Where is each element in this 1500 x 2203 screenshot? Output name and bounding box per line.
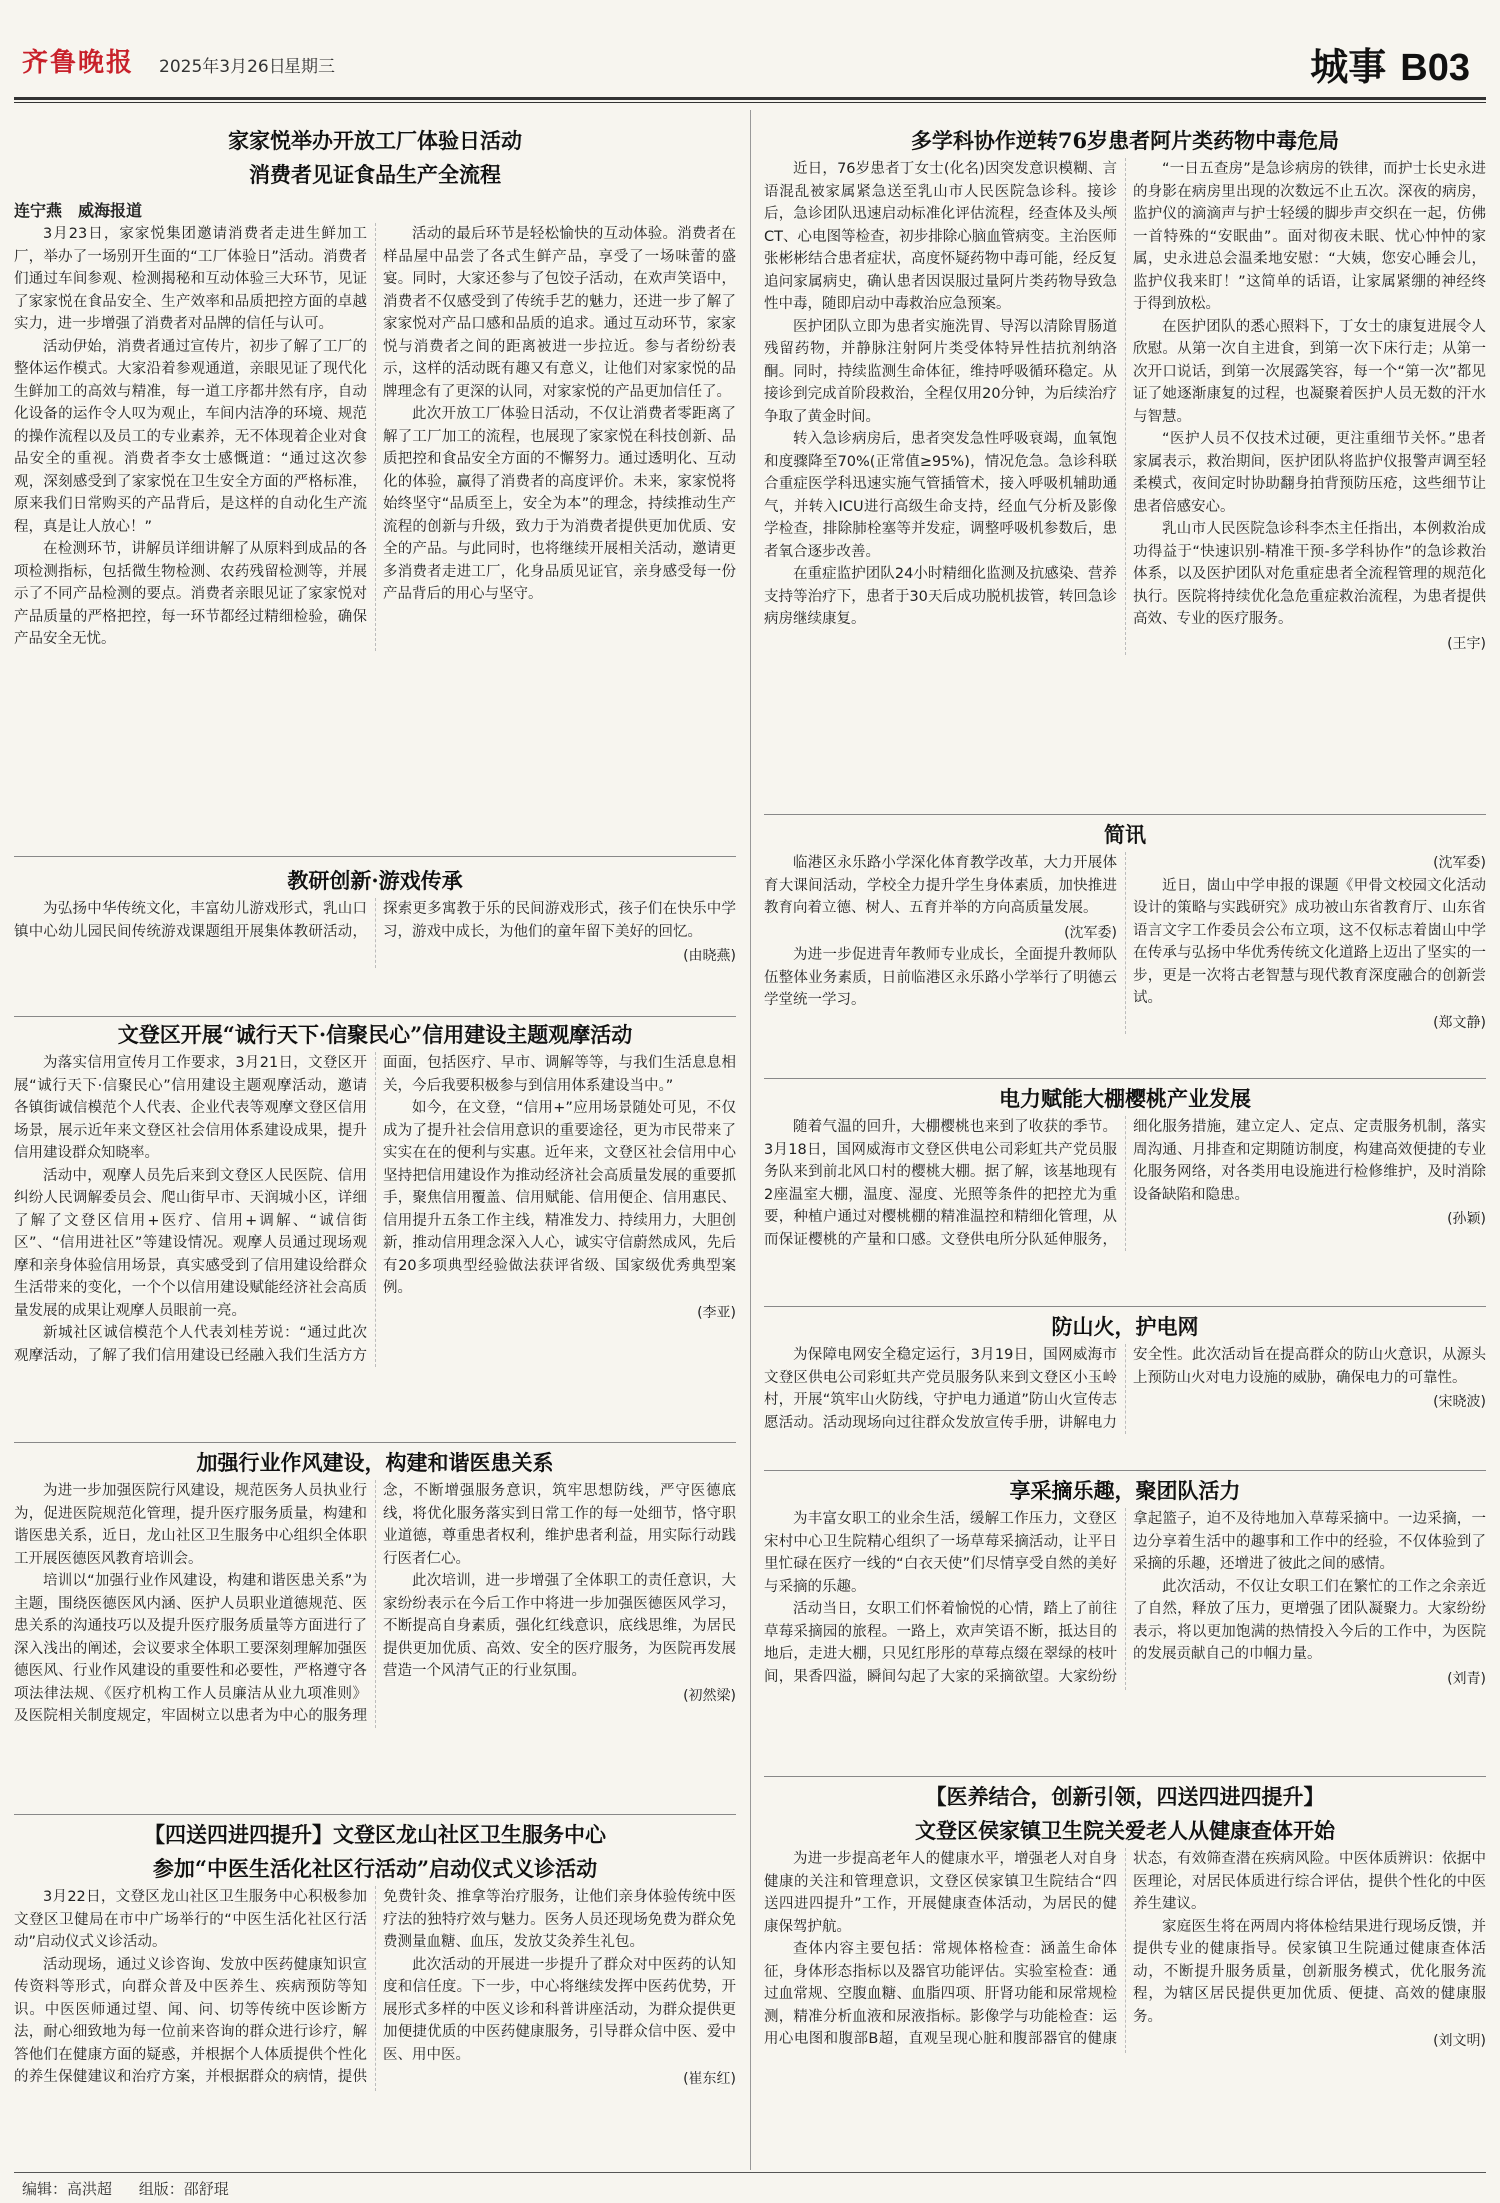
paragraph: 此次培训，进一步增强了全体职工的责任意识，大家纷纷表示在今后工作中将进一步加强医德医风学习，不断提高自身素质，强化红线意识，底线思维，为居民提供更加优质、高效、安全的医疗服务，为医院再发展营造一个风清气正的行业氛围。 [383,1573,736,1679]
article-title: 【医养结合，创新引领，四送四进四提升】 [925,1784,1325,1809]
article-ethics [14,1446,736,1812]
paragraph: 如今，在文登，“信用+”应用场景随处可见，不仅成为了提升社会信用意识的重要途径，更为市民带来了实实在在的便利与实惠。近年来，文登区社会信用中心坚持把信用建设作为推动经济社会高质量发展的重要抓手，聚焦信用覆盖、信用赋能、信用便企、信用惠民、信用提升五条工作主线，精准发力、持续用力，大胆创新，推动信用理念深入人心，诚实守信蔚然成风，先后有20多项典型经验做法获评省级、国家级优秀典型案例。 [383,1100,736,1296]
paragraph: 在医护团队的悉心照料下，丁女士的康复进展令人欣慰。从第一次自主进食，到第一次下床行走；从第一次开口说话，到第一次展露笑容，每一个“第一次”都见证了她逐渐康复的过程，也凝聚着医护人员无数的汗水与智慧。 [1133,318,1486,425]
paragraph: 为丰富女职工的业余生活，缓解工作压力，文登区宋村中心卫生院精心组织了一场草莓采摘活动，让平日里忙碌在医疗一线的“白衣天使”们尽情享受自然的美好与采摘的乐趣。 [764,1511,1117,1595]
article-body [14,898,736,968]
paragraph: 乳山市人民医院急诊科李杰主任指出，本例救治成功得益于“快速识别-精准干预-多学科协作”的急诊救治体系，以及医护团队对危重症患者全流程管理的规范化执行。医院将持续优化急危重症救治流程，为患者提供高效、专业的医疗服务。 [1133,521,1486,627]
column-divider [750,110,751,2170]
separator [764,1776,1486,1777]
article-title: 防山火，护电网 [1051,1314,1199,1339]
article-author: (沈军委) [1433,855,1486,871]
paragraph: 此次活动的开展进一步提升了群众对中医药的认知度和信任度。下一步，中心将继续发挥中医药优势，开展形式多样的中医义诊和科普讲座活动，为群众提供更加便捷优质的中医药健康服务，引导群众信中医、爱中医、用中医。 [383,1956,736,2063]
article-author: (孙颖) [1447,1211,1486,1227]
paragraph: 活动的最后环节是轻松愉快的互动体验。消费者在样品屋中品尝了各式生鲜产品，享受了一场味蕾的盛宴。同时，大家还参与了包饺子活动，在欢声笑语中，消费者不仅感受到了传统手艺的魅力，还进一步了解了家家悦对产品口感和品质的追求。通过互动环节，家家悦与消费者之间的距离被进一步拉近。参与者纷纷表示，这样的活动既有趣又有意义，让他们对家家悦的品牌理念有了更深的认同，对家家悦的产品更加信任了。 [383,226,736,400]
separator [14,1814,736,1815]
section-title [1310,36,1470,91]
paragraph: 3月23日，家家悦集团邀请消费者走进生鲜加工厂，举办了一场别开生面的“工厂体验日”活动。消费者们通过车间参观、检测揭秘和互动体验三大环节，见证了家家悦在食品安全、生产效率和品质把控方面的卓越实力，进一步增强了消费者对品牌的信任与认可。 [14,226,367,332]
article-body [14,1052,736,1367]
article-cherry [764,1082,1486,1304]
article-title: 教研创新·游戏传承 [287,868,463,893]
paragraph: 医护团队立即为患者实施洗胃、导泻以清除胃肠道残留药物，并静脉注射阿片类受体特异性拮抗剂纳洛酮。同时，持续监测生命体征，维持呼吸循环稳定。从接诊到完成首阶段救治，全程仅用20分钟，为后续治疗争取了黄金时间。 [764,318,1117,425]
article-author: (宋晓波) [1433,1394,1486,1410]
article-author: (刘文明) [1433,2033,1486,2049]
paragraph: 为进一步加强医院行风建设，规范医务人员执业行为，促进医院规范化管理，提升医疗服务质量，构建和谐医患关系，近日，龙山社区卫生服务中心组织全体职工开展医德医风教育培训会。 [14,1483,367,1567]
article-title: 简讯 [1104,822,1146,847]
paragraph: 活动中，观摩人员先后来到文登区人民医院、信用纠纷人民调解委员会、爬山街早市、天润城小区，详细了解了文登区信用+医疗、信用+调解、“诚信街区”、“信用进社区”等建设情况。观摩人员通过现场观摩和亲身体验信用场景，真实感受到了信用建设给群众生活带来的变化，一个个以信用建设赋能经济社会高质量发展的成果让观摩人员眼前一亮。 [14,1167,367,1319]
article-title: 享采摘乐趣，聚团队活力 [1009,1478,1241,1503]
separator [764,1306,1486,1307]
article-body [764,1344,1486,1434]
article-games [14,864,736,1012]
paragraph: 培训以“加强行业作风建设，构建和谐医患关系”为主题，围绕医德医风内涵、医护人员职业道德规范、医患关系的沟通技巧以及提升医疗服务质量等方面进行了深入浅出的阐述，会议要求全体职工要深刻理解加强医德医风、行业作风建设的重要性和必要性，严格遵守各项法律法规、《医疗机构工作人员廉洁从业九项准则》及医院相关制度规定，牢固树立以患者为中心的服务理念，不断增强服务意识，筑牢思想防线，严守医德底线，将优化服务落实到日常工作的每一处细节，恪守职业道德，尊重患者权利，维护患者利益，用实际行动践行医者仁心。 [14,1483,736,1724]
article-author: (郑文静) [1433,1014,1486,1031]
article-strawberry [764,1474,1486,1774]
article-title: 家家悦举办开放工厂体验日活动 [228,128,522,153]
article-body [764,158,1486,655]
article-poisoning [764,124,1486,812]
paragraph: 为进一步促进青年教师专业成长，全面提升教师队伍整体业务素质，日前临港区永乐路小学举行了明德云学堂统一学习。 [764,947,1117,1008]
article-subtitle: 文登区侯家镇卫生院关爱老人从健康查体开始 [915,1818,1335,1843]
paragraph: 活动现场，通过义诊咨询、发放中医药健康知识宣传资料等形式，向群众普及中医养生、疾病预防等知识。中医医师通过望、闻、问、切等传统中医诊断方法，耐心细致地为每一位前来咨询的群众进行诊疗，解答他们在健康方面的疑惑，并根据个人体质提供个性化的养生保健建议和治疗方案，并根据群众的病情，提供免费针灸、推拿等治疗服务，让他们亲身体验传统中医疗法的独特疗效与魅力。医务人员还现场免费为群众免费测量血糖、血压，发放艾灸养生礼包。 [14,1889,736,2085]
paragraph: 随着气温的回升，大棚樱桃也来到了收获的季节。3月18日，国网威海市文登区供电公司彩虹共产党员服务队来到前北风口村的樱桃大棚。据了解，该基地现有2座温室大棚，温度、湿度、光照等条件的把控尤为重要，种植户通过对樱桃棚的精准温控和精细化管理，从而保证樱桃的产量和口感。文登供电所分队延伸服务，细化服务措施，建立定人、定点、定责服务机制，落实周沟通、月排查和定期随访制度，构建高效便捷的专业化服务网络，对各类用电设施进行检修维护，及时消除设备缺陷和隐患。 [764,1119,1486,1248]
paragraph: 查体内容主要包括：常规体格检查：涵盖生命体征，身体形态指标以及器官功能评估。实验室检查：通过血常规、空腹血糖、血脂四项、肝肾功能和尿常规检测，精准分析血液和尿液指标。影像学与功能检查：运用心电图和腹部B超，直观呈现心脏和腹部器官的健康状态，有效筛查潜在疾病风险。中医体质辨识：依据中医理论，对居民体质进行综合评估，提供个性化的中医养生建议。 [764,1851,1486,2047]
footer-rule [14,2172,1486,2173]
separator [764,814,1486,815]
separator [14,856,736,857]
article-author: (由晓燕) [683,948,736,964]
article-tcm [14,1818,736,2168]
paragraph: 此次活动，不仅让女职工们在繁忙的工作之余亲近了自然，释放了压力，更增强了团队凝聚力。大家纷纷表示，将以更加饱满的热情投入今后的工作中，为医院的发展贡献自己的巾帼力量。 [1133,1578,1486,1662]
separator [14,1016,736,1017]
article-jiajiayue [14,124,736,850]
article-checkup [764,1780,1486,2168]
paragraph: “一日五查房”是急诊病房的铁律，而护士长史永进的身影在病房里出现的次数远不止五次。深夜的病房，监护仪的滴滴声与护士轻缓的脚步声交织在一起，仿佛一首特殊的“安眠曲”。面对彻夜未眠、忧心忡忡的家属，史永进总会温柔地安慰：“大姨，您安心睡会儿，监护仪我来盯！”这简单的话语，让家属紧绷的神经终于得到放松。 [1133,161,1486,312]
header-rule-thin [14,102,1486,103]
article-subtitle: 参加“中医生活化社区行活动”启动仪式义诊活动 [152,1856,598,1881]
separator [764,1470,1486,1471]
footer-editor: 编辑：高洪超 [22,2180,113,2198]
newspaper-logo: 齐鲁晚报 [22,48,135,78]
issue-weekday: 星期三 [284,57,335,77]
article-body [14,223,736,651]
article-body [764,1848,1486,2053]
article-author: (初然梁) [683,1687,736,1704]
paragraph: 为弘扬中华传统文化，丰富幼儿游戏形式，乳山口镇中心幼儿园民间传统游戏课题组开展集体教研活动，探索更多寓教于乐的民间游戏形式，孩子们在快乐中学习，游戏中成长，为他们的童年留下美好的回忆。 [14,901,736,940]
article-title: 加强行业作风建设，构建和谐医患关系 [196,1450,554,1475]
page-code: B03 [1400,47,1470,89]
article-author: (李亚) [697,1304,736,1321]
article-author: (沈军委) [1064,924,1117,941]
paragraph: 3月22日，文登区龙山社区卫生服务中心积极参加文登区卫健局在市中广场举行的“中医生活化社区行活动”启动仪式义诊活动。 [14,1889,367,1950]
separator [764,1078,1486,1079]
article-briefs [764,818,1486,1074]
article-body [764,1508,1486,1690]
article-credit [14,1018,736,1438]
paragraph: 为进一步提高老年人的健康水平，增强老人对自身健康的关注和管理意识，文登区侯家镇卫生院结合“四送四进四提升”工作，开展健康查体活动，为居民的健康保驾护航。 [764,1851,1117,1935]
paragraph: 在检测环节，讲解员详细讲解了从原料到成品的各项检测指标，包括微生物检测、农药残留检测等，并展示了不同产品检测的要点。消费者亲眼见证了家家悦对产品质量的严格把控，每一环节都经过精细检验，确保产品安全无忧。 [14,541,367,647]
article-wildfire [764,1310,1486,1468]
article-title: 多学科协作逆转76岁患者阿片类药物中毒危局 [910,128,1340,153]
paragraph: 近日，76岁患者丁女士(化名)因突发意识模糊、言语混乱被家属紧急送至乳山市人民医院急诊科。接诊后，急诊团队迅速启动标准化评估流程，经查体及头颅CT、心电图等检查，初步排除心脑血管病变。主治医师张彬彬结合患者症状，高度怀疑药物中毒可能，经反复追问家属病史，确认患者因误服过量阿片类药物导致急性中毒，随即启动中毒救治应急预案。 [764,161,1117,312]
paragraph: 为落实信用宣传月工作要求，3月21日，文登区开展“诚行天下·信聚民心”信用建设主题观摩活动，邀请各镇街诚信模范个人代表、企业代表等观摩文登区信用场景，展示近年来文登区社会信用体系建设成果，提升信用建设群众知晓率。 [14,1055,367,1161]
separator [14,1442,736,1443]
paragraph: 转入急诊病房后，患者突发急性呼吸衰竭，血氧饱和度骤降至70%(正常值≥95%)，情况危急。急诊科联合重症医学科迅速实施气管插管术，接入呼吸机辅助通气，并转入ICU进行高级生命支持，经血气分析及影像学检查，排除肺栓塞等并发症，调整呼吸机参数后，患者氧合逐步改善。 [764,431,1117,560]
article-body [14,1480,736,1728]
article-author: (崔东红) [683,2071,736,2087]
article-subtitle: 消费者见证食品生产全流程 [249,162,501,187]
paragraph: 为保障电网安全稳定运行，3月19日，国网威海市文登区供电公司彩虹共产党员服务队来到文登区小玉岭村，开展“筑牢山火防线，守护电力通道”防山火宣传志愿活动。活动现场向过往群众发放宣传手册，讲解电力安全性。此次活动旨在提高群众的防山火意识，从源头上预防山火对电力设施的威胁，确保电力的可靠性。 [764,1347,1486,1431]
paragraph: 新城社区诚信模范个人代表刘桂芳说：“通过此次观摩活动，了解了我们信用建设已经融入我们生活方方面面，包括医疗、早市、调解等等，与我们生活息息相关，今后我要积极参与到信用体系建设当中。” [14,1055,736,1364]
paragraph: 在重症监护团队24小时精细化监测及抗感染、营养支持等治疗下，患者于30天后成功脱机拔管，转回急诊病房继续康复。 [764,566,1117,627]
article-title: 【四送四进四提升】文登区龙山社区卫生服务中心 [144,1822,606,1847]
section-name: 城事 [1310,45,1387,89]
issue-date: 2025年3月26日 [159,57,286,77]
article-title: 电力赋能大棚樱桃产业发展 [999,1086,1251,1111]
article-body [764,1116,1486,1251]
article-author: (王宇) [1447,635,1486,652]
paragraph: 家庭医生将在两周内将体检结果进行现场反馈，并提供专业的健康指导。侯家镇卫生院通过健康查体活动，不断提升服务质量，创新服务模式，优化服务流程，为辖区居民提供更加优质、便捷、高效的健康服务。 [1133,1918,1486,2025]
footer-designer: 组版：邵舒琨 [138,2180,229,2198]
article-title: 文登区开展“诚行天下·信聚民心”信用建设主题观摩活动 [117,1022,633,1047]
article-byline: 连宁燕 威海报道 [14,201,143,220]
paragraph: 近日，崮山中学申报的课题《甲骨文校园文化活动设计的策略与实践研究》成功被山东省教育厅、山东省语言文字工作委员会公布立项，这不仅标志着崮山中学在传承与弘扬中华优秀传统文化道路上迈出了坚实的一步，更是一次将古老智慧与现代教育深度融合的创新尝试。 [1133,877,1486,1006]
article-body [14,1886,736,2091]
article-author: (刘青) [1447,1670,1486,1687]
paragraph: “医护人员不仅技术过硬，更注重细节关怀。”患者家属表示，救治期间，医护团队将监护仪报警声调至轻柔模式，夜间定时协助翻身拍背预防压疮，这些细节让患者倍感安心。 [1133,431,1486,515]
paragraph: 活动伊始，消费者通过宣传片，初步了解了工厂的整体运作模式。大家沿着参观通道，亲眼见证了现代化生鲜加工的高效与精准，每一道工序都井然有序，自动化设备的运作令人叹为观止，车间内洁净的环境、规范的操作流程以及员工的专业素养，无不体现着企业对食品安全的重视。消费者李女士感慨道：“通过这次参观，深刻感受到了家家悦在卫生安全方面的严格标准，原来我们日常购买的产品背后，是这样的自动化生产流程，真是让人放心！” [14,338,367,535]
footer [22,2178,251,2199]
masthead [14,18,1486,98]
paragraph: 此次开放工厂体验日活动，不仅让消费者零距离了解了工厂加工的流程，也展现了家家悦在科技创新、品质把控和食品安全方面的不懈努力。通过透明化、互动化的体验，赢得了消费者的高度评价。未来，家家悦将始终坚守“品质至上，安全为本”的理念，持续推动生产流程的创新与升级，致力于为消费者提供更加优质、安全的产品。与此同时，也将继续开展相关活动，邀请更多消费者走进工厂，化身品质见证官，亲身感受每一份产品背后的用心与坚守。 [383,406,736,602]
header-rule [14,97,1486,100]
paragraph: 活动当日，女职工们怀着愉悦的心情，踏上了前往草莓采摘园的旅程。一路上，欢声笑语不断，抵达目的地后，走进大棚，只见红彤彤的草莓点缀在翠绿的枝叶间，果香四溢，瞬间勾起了大家的采摘欲望。大家纷纷拿起篮子，迫不及待地加入草莓采摘中。一边采摘，一边分享着生活中的趣事和工作中的经验，不仅体验到了采摘的乐趣，还增进了彼此之间的感情。 [764,1511,1486,1685]
article-body [764,852,1486,1034]
paragraph: 临港区永乐路小学深化体育教学改革，大力开展体育大课间活动，学校全力提升学生身体素质，加快推进教育向着立德、树人、五育并举的方向高质量发展。 [764,855,1117,916]
